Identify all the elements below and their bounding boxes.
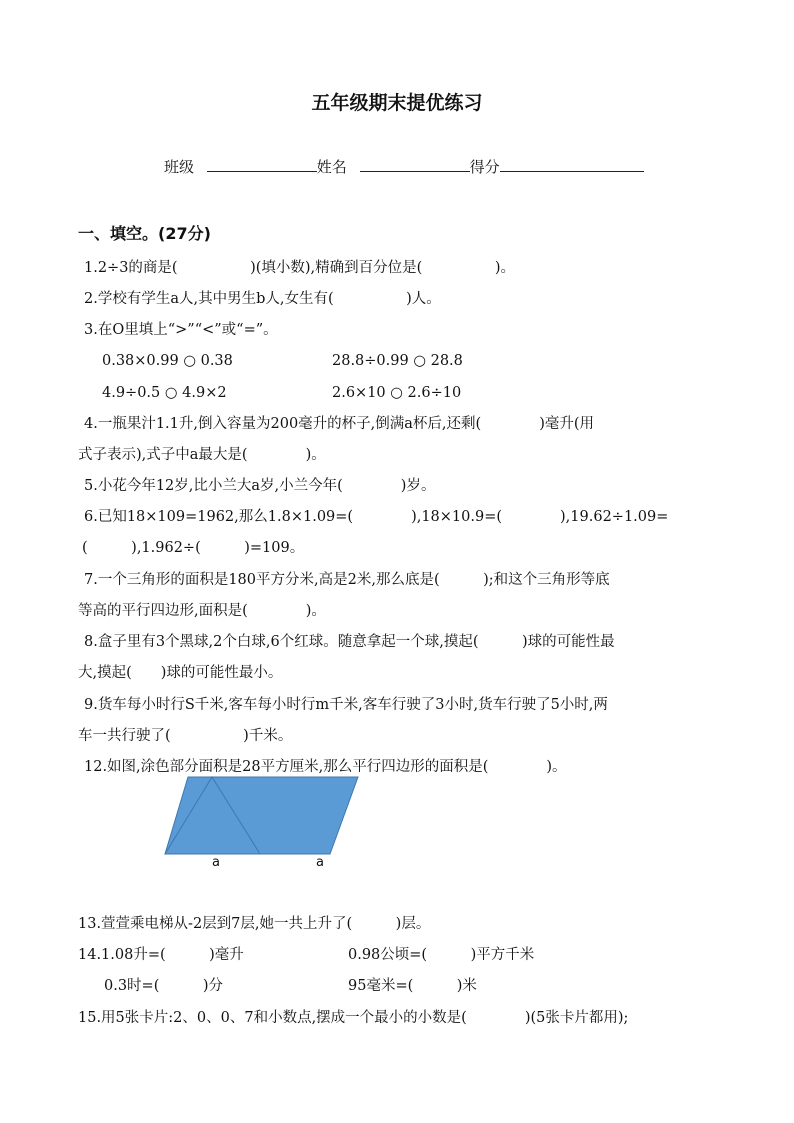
question-3-item-a2: 28.8÷0.99 ○ 28.8 <box>332 353 463 369</box>
figure-label-left: a <box>212 855 220 870</box>
score-blank[interactable] <box>500 157 644 172</box>
question-15: 15.用5张卡片:2、0、0、7和小数点,摆成一个最小的小数是( )(5张卡片都用); <box>78 1010 629 1026</box>
question-14-item-b1: 0.3时=( )分 <box>104 978 224 994</box>
question-12: 12.如图,涂色部分面积是28平方厘米,那么平行四边形的面积是( )。 <box>84 759 567 775</box>
question-3-item-b2: 2.6×10 ○ 2.6÷10 <box>332 385 462 401</box>
question-4-line-2: 式子表示),式子中a最大是( )。 <box>78 447 326 463</box>
question-13: 13.萱萱乘电梯从-2层到7层,她一共上升了( )层。 <box>78 916 431 932</box>
question-8-line-1: 8.盒子里有3个黑球,2个白球,6个红球。随意拿起一个球,摸起( )球的可能性最 <box>84 634 615 650</box>
question-6-line-1: 6.已知18×109=1962,那么1.8×1.09=( ),18×10.9=( ),19.62÷1.09= <box>84 509 669 525</box>
question-6-line-2: ( ),1.962÷( )=109。 <box>82 540 305 556</box>
class-blank[interactable] <box>207 157 317 172</box>
question-3-item-b1: 4.9÷0.5 ○ 4.9×2 <box>102 385 227 401</box>
question-7-line-1: 7.一个三角形的面积是180平方分米,高是2米,那么底是( );和这个三角形等底 <box>84 572 610 588</box>
question-14-item-a1: 14.1.08升=( )毫升 <box>78 947 244 963</box>
question-1: 1.2÷3的商是( )(填小数),精确到百分位是( )。 <box>84 260 515 276</box>
section-heading: 一、填空。(27分) <box>78 224 211 243</box>
question-9-line-2: 车一共行驶了( )千米。 <box>78 728 293 744</box>
question-5: 5.小花今年12岁,比小兰大a岁,小兰今年( )岁。 <box>84 478 436 494</box>
student-info-line <box>164 156 644 177</box>
name-blank[interactable] <box>360 157 470 172</box>
question-14-item-b2: 95毫米=( )米 <box>348 978 477 994</box>
name-label: 姓名 <box>316 158 347 176</box>
question-8-line-2: 大,摸起( )球的可能性最小。 <box>78 665 283 681</box>
question-2: 2.学校有学生a人,其中男生b人,女生有( )人。 <box>84 291 441 307</box>
page-title: 五年级期末提优练习 <box>311 92 483 114</box>
parallelogram-figure <box>160 774 366 858</box>
question-3-item-a1: 0.38×0.99 ○ 0.38 <box>102 353 233 369</box>
question-14-item-a2: 0.98公顷=( )平方千米 <box>348 947 535 963</box>
score-label: 得分 <box>469 158 500 176</box>
class-label: 班级 <box>164 158 195 176</box>
figure-label-right: a <box>316 855 324 870</box>
question-4-line-1: 4.一瓶果汁1.1升,倒入容量为200毫升的杯子,倒满a杯后,还剩( )毫升(用 <box>84 416 595 432</box>
question-9-line-1: 9.货车每小时行S千米,客车每小时行m千米,客车行驶了3小时,货车行驶了5小时,两 <box>84 697 608 713</box>
question-7-line-2: 等高的平行四边形,面积是( )。 <box>78 603 326 619</box>
question-3: 3.在O里填上“>”“<”或“=”。 <box>84 322 278 338</box>
